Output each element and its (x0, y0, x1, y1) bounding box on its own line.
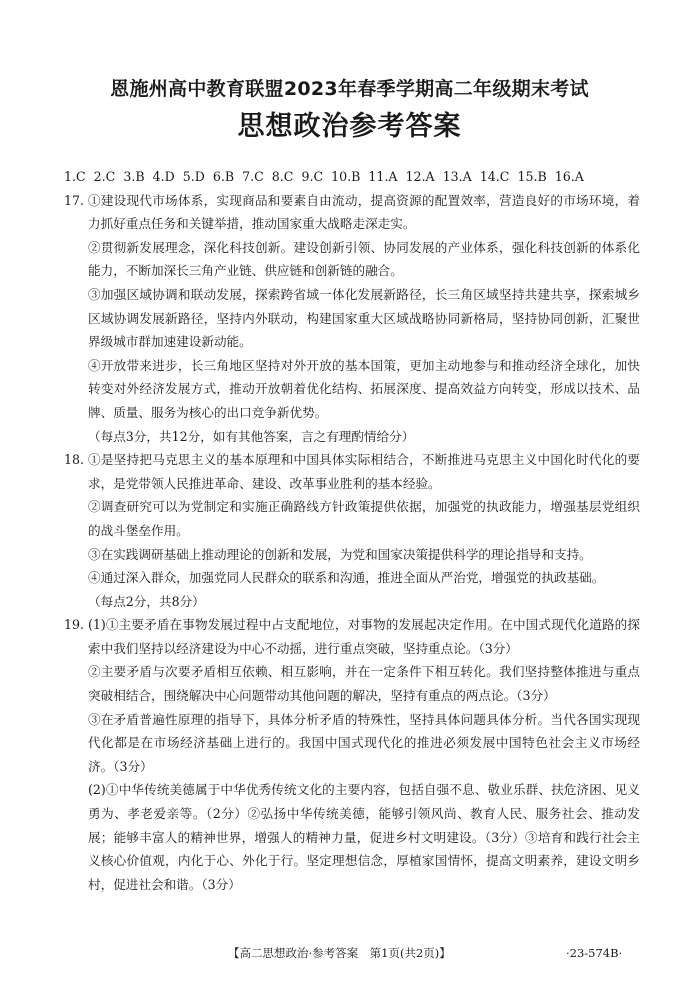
scoring-note: （每点2分，共8分） (88, 593, 205, 609)
footer-page-info: 【高二思想政治·参考答案 第1页(共2页)】 (228, 946, 451, 960)
choice-answer: 5.D (182, 169, 205, 184)
choice-answer: 3.B (123, 169, 145, 184)
choice-answer: 4.D (152, 169, 175, 184)
footer-code: ·23-574B· (566, 946, 623, 960)
question-number: 18. (64, 452, 85, 468)
answer-point: ③在实践调研基础上推动理论的创新和发展，为党和国家决策提供科学的理论指导和支持。 (88, 546, 592, 562)
answer-point: ④开放带来进步，长三角地区坚持对外开放的基本国策，更加主动地参与和推动经济全球化，加快转变对外经济发展方式，推动开放朝着优化结构、拓展深度、提高效益方向转变，形成以技术、品牌、质量、服务为核心的出口竞争新优势。 (88, 357, 640, 420)
choice-answer: 8.C (271, 169, 294, 184)
choice-answer: 1.C (64, 169, 86, 184)
answer-part-2: (2)①中华传统美德属于中华优秀传统文化的主要内容，包括自强不息、敬业乐群、扶危济困、见义勇为、孝老爱亲等。（2分）②弘扬中华传统美德，能够引领风尚、教育人民、服务社会、推动发展；能够丰富人的精神世界，增强人的精神力量，促进乡村文明建设。（3分）③培育和践行社会主义核心价值观，内化于心、外化于行。坚定理想信念，厚植家国情怀，提高文明素养，建设文明乡村，促进社会和谐。（3分） (88, 782, 640, 892)
choice-answer: 15.B (517, 169, 547, 184)
choice-answer: 9.C (301, 169, 324, 184)
answer-point: ②主要矛盾与次要矛盾相互依赖、相互影响，并在一定条件下相互转化。我们坚持整体推进与重点突破相结合，围绕解决中心问题带动其他问题的解决，坚持有重点的两点论。（3分） (88, 664, 640, 704)
choice-answer: 11.A (368, 169, 398, 184)
question-number: 17. (64, 192, 85, 208)
choice-answer: 7.C (242, 169, 264, 184)
answer-point: ①建设现代市场体系，实现商品和要素自由流动，提高资源的配置效率，营造良好的市场环境，着力抓好重点任务和关键举措，推动国家重大战略走深走实。 (88, 192, 640, 232)
exam-title: 恩施州高中教育联盟2023年春季学期高二年级期末考试 (110, 78, 589, 100)
answer-point: ①是坚持把马克思主义的基本原理和中国具体实际相结合，不断推进马克思主义中国化时代化的要求，是党带领人民推进革命、建设、改革事业胜利的基本经验。 (88, 452, 640, 491)
answer-point: ②贯彻新发展理念，深化科技创新。建设创新引领、协同发展的产业体系，强化科技创新的体系化能力，不断加深长三角产业链、供应链和创新链的融合。 (88, 239, 640, 279)
question-18 (64, 448, 640, 613)
answer-point: ②调查研究可以为党制定和实施正确路线方针政策提供依据，加强党的执政能力，增强基层党组织的战斗堡垒作用。 (88, 499, 640, 538)
choice-answer: 16.A (554, 169, 584, 184)
question-19 (64, 613, 640, 896)
answer-point: ③加强区域协调和联动发展，探索跨省域一体化发展新路径，长三角区域坚持共建共享，探索城乡区域协调发展新路径，坚持内外联动，构建国家重大区域战略协同新格局，坚持协同创新，汇聚世界级城市群加速建设新动能。 (88, 286, 640, 350)
choice-answer: 12.A (405, 169, 435, 184)
choice-answer: 6.B (212, 169, 235, 184)
answer-content (64, 165, 640, 896)
choice-answer: 13.A (442, 169, 472, 184)
question-17 (64, 189, 640, 449)
answer-point: ④通过深入群众，加强党同人民群众的联系和沟通，推进全面从严治党，增强党的执政基础。 (88, 570, 605, 586)
scoring-note: （每点3分，共12分，如有其他答案，言之有理酌情给分） (88, 428, 415, 444)
answer-point: ③在矛盾普遍性原理的指导下，具体分析矛盾的特殊性，坚持具体问题具体分析。当代各国实现现代化都是在市场经济基础上进行的。我国中国式现代化的推进必须发展中国特色社会主义市场经济。（3分） (88, 711, 640, 774)
choice-answer: 10.B (331, 169, 361, 184)
choice-answer: 14.C (479, 169, 510, 184)
question-number: 19. (64, 617, 85, 633)
answer-point: (1)①主要矛盾在事物发展过程中占支配地位，对事物的发展起决定作用。在中国式现代化道路的探索中我们坚持以经济建设为中心不动摇，进行重点突破，坚持重点论。（3分） (88, 617, 640, 656)
choice-answer: 2.C (93, 169, 116, 184)
choice-answers (64, 165, 640, 189)
answer-title: 思想政治参考答案 (237, 111, 462, 142)
